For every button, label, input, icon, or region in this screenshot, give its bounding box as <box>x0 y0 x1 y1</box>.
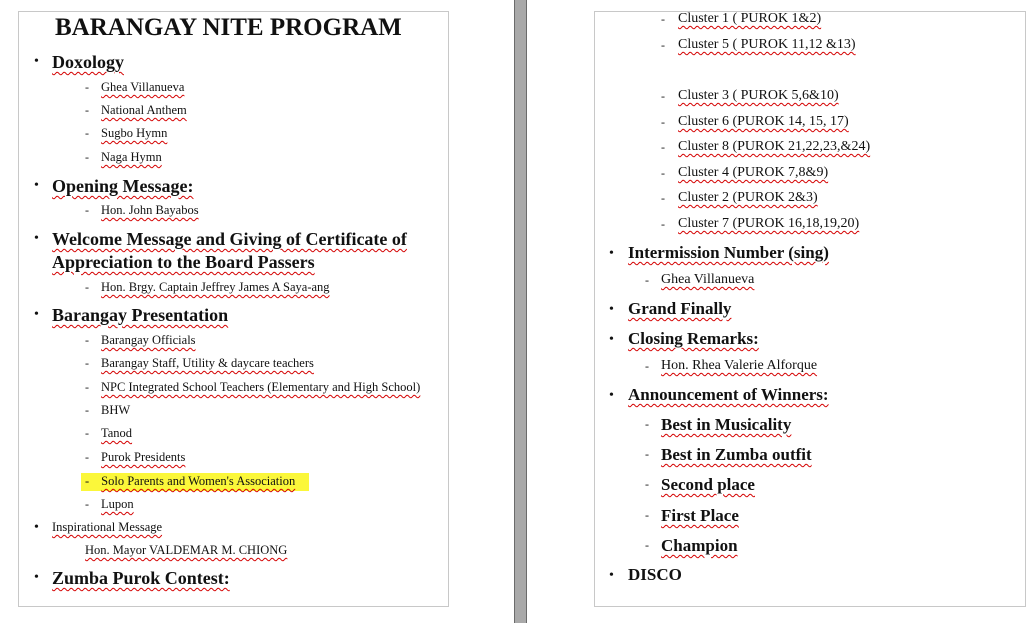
presentation-item-2: Barangay Staff, Utility & daycare teachers <box>101 356 314 370</box>
dash: - <box>85 280 89 294</box>
bullet: • <box>609 388 614 403</box>
cluster-1: Cluster 1 ( PUROK 1&2) <box>678 11 822 26</box>
cluster-8: Cluster 8 (PUROK 21,22,23,&24) <box>678 139 871 154</box>
dash: - <box>85 203 89 217</box>
bullet: • <box>609 568 614 583</box>
inspirational-speaker: Hon. Mayor VALDEMAR M. CHIONG <box>85 543 288 557</box>
cluster-7: Cluster 7 (PUROK 16,18,19,20) <box>678 216 860 231</box>
dash: - <box>645 359 649 373</box>
dash: - <box>661 217 665 231</box>
dash: - <box>85 474 90 488</box>
document-page-1[interactable] <box>18 11 449 607</box>
heading-doxology: Doxology <box>52 52 124 72</box>
presentation-item-1: Barangay Officials <box>101 333 196 347</box>
heading-intermission: Intermission Number (sing) <box>628 243 829 262</box>
dash: - <box>85 80 89 94</box>
heading-closing: Closing Remarks: <box>628 329 759 348</box>
bullet: • <box>609 332 614 347</box>
dash: - <box>661 191 665 205</box>
dash: - <box>85 426 89 440</box>
bullet: • <box>34 570 39 585</box>
bullet: • <box>34 307 39 322</box>
doxology-item-3: Sugbo Hymn <box>101 126 168 140</box>
dash: - <box>645 508 649 522</box>
page-gutter <box>514 0 527 623</box>
dash: - <box>85 333 89 347</box>
dash: - <box>85 450 89 464</box>
bullet: • <box>34 231 39 246</box>
presentation-item-5: Tanod <box>101 426 133 440</box>
heading-welcome-line1: Welcome Message and Giving of Certificate of <box>52 229 407 249</box>
dash: - <box>661 166 665 180</box>
dash: - <box>661 115 665 129</box>
dash: - <box>645 273 649 287</box>
award-2: Best in Zumba outfit <box>661 445 812 464</box>
highlighted-line <box>81 473 309 491</box>
dash: - <box>85 403 89 417</box>
dash: - <box>85 150 89 164</box>
dash: - <box>661 89 665 103</box>
heading-inspirational: Inspirational Message <box>52 520 163 534</box>
heading-grand-finally: Grand Finally <box>628 299 732 318</box>
dash: - <box>85 126 89 140</box>
intermission-performer: Ghea Villanueva <box>661 272 755 287</box>
presentation-item-3: NPC Integrated School Teachers (Elementary and High School) <box>101 380 421 394</box>
bullet: • <box>609 246 614 261</box>
doxology-item-2: National Anthem <box>101 103 187 117</box>
doxology-item-1: Ghea Villanueva <box>101 80 185 94</box>
bullet: • <box>609 302 614 317</box>
heading-zumba: Zumba Purok Contest: <box>52 568 230 588</box>
dash: - <box>85 380 89 394</box>
cluster-3: Cluster 3 ( PUROK 5,6&10) <box>678 88 839 103</box>
award-3: Second place <box>661 475 755 494</box>
document-page-2[interactable] <box>594 11 1026 607</box>
dash: - <box>85 497 89 511</box>
cluster-2: Cluster 2 (PUROK 2&3) <box>678 190 818 205</box>
dash: - <box>645 477 649 491</box>
dash: - <box>645 417 649 431</box>
bullet: • <box>34 520 39 535</box>
heading-presentation: Barangay Presentation <box>52 305 229 325</box>
cluster-4: Cluster 4 (PUROK 7,8&9) <box>678 165 829 180</box>
closing-speaker: Hon. Rhea Valerie Alforque <box>661 358 818 373</box>
bullet: • <box>34 178 39 193</box>
heading-welcome-line2: Appreciation to the Board Passers <box>52 252 315 272</box>
presentation-item-7: Solo Parents and Women's Association <box>101 474 296 488</box>
dash: - <box>645 538 649 552</box>
award-5: Champion <box>661 536 738 555</box>
dash: - <box>85 356 89 370</box>
presentation-item-8: Lupon <box>101 497 134 511</box>
award-4: First Place <box>661 506 739 525</box>
welcome-speaker: Hon. Brgy. Captain Jeffrey James A Saya-ang <box>101 280 330 294</box>
presentation-item-4: BHW <box>101 403 131 417</box>
dash: - <box>661 12 665 26</box>
award-1: Best in Musicality <box>661 415 792 434</box>
heading-opening: Opening Message: <box>52 176 194 196</box>
document-title: BARANGAY NITE PROGRAM <box>55 14 402 41</box>
opening-speaker: Hon. John Bayabos <box>101 203 199 217</box>
dash: - <box>661 140 665 154</box>
bullet: • <box>34 54 39 69</box>
doxology-item-4: Naga Hymn <box>101 150 162 164</box>
cluster-5: Cluster 5 ( PUROK 11,12 &13) <box>678 37 856 52</box>
dash: - <box>645 447 649 461</box>
heading-announcement: Announcement of Winners: <box>628 385 829 404</box>
dash: - <box>661 38 665 52</box>
heading-disco: DISCO <box>628 565 682 584</box>
cluster-6: Cluster 6 (PUROK 14, 15, 17) <box>678 114 849 129</box>
dash: - <box>85 103 89 117</box>
presentation-item-6: Purok Presidents <box>101 450 186 464</box>
